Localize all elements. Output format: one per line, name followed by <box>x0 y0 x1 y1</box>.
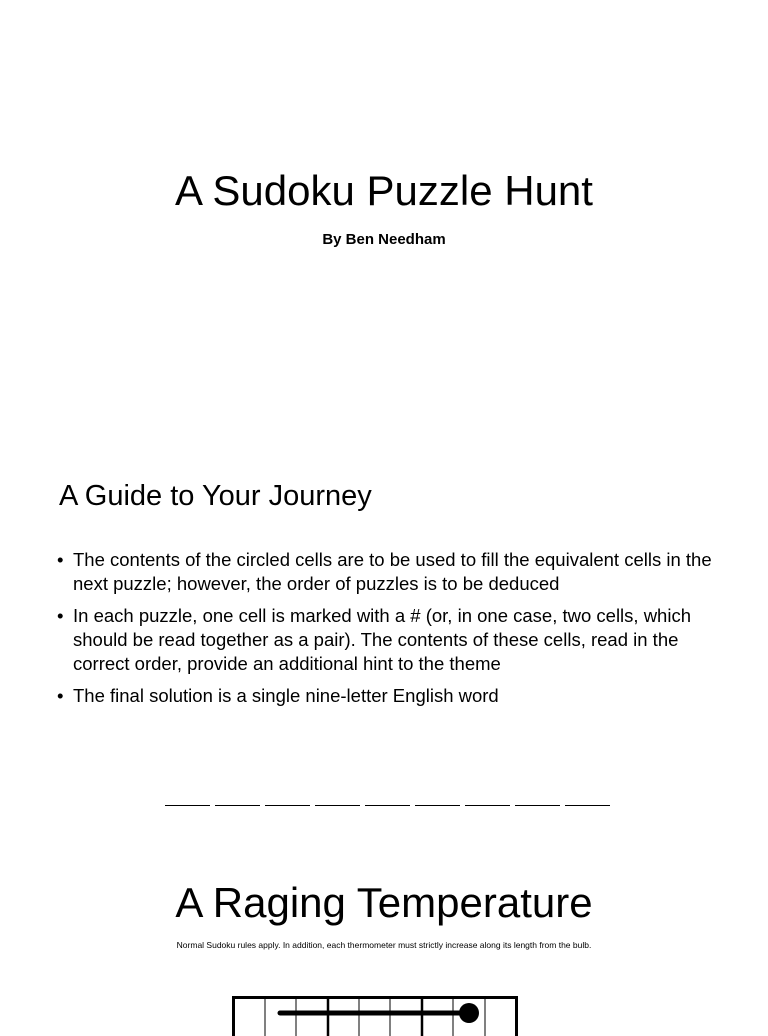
bullet-dot-icon: • <box>57 604 63 628</box>
sudoku-grid <box>232 996 518 1036</box>
bullet-dot-icon: • <box>57 684 63 708</box>
answer-blank <box>215 805 260 806</box>
answer-blank <box>415 805 460 806</box>
guide-bullet <box>57 548 737 596</box>
thermometer-bulb <box>459 1003 479 1023</box>
answer-blank <box>265 805 310 806</box>
puzzle-rules: Normal Sudoku rules apply. In addition, each thermometer must strictly increase along its length from the bulb. <box>0 939 768 951</box>
answer-blank <box>515 805 560 806</box>
guide-bullet-text: The contents of the circled cells are to be used to fill the equivalent cells in the next puzzle; however, the order of puzzles is to be deduced <box>73 549 712 594</box>
answer-blank <box>465 805 510 806</box>
answer-blanks <box>165 795 615 807</box>
guide-bullet <box>57 604 737 676</box>
answer-blank <box>365 805 410 806</box>
guide-bullet <box>57 684 737 708</box>
answer-blank <box>165 805 210 806</box>
puzzle-title: A Raging Temperature <box>0 874 768 932</box>
page-title: A Sudoku Puzzle Hunt <box>0 163 768 219</box>
bullet-dot-icon: • <box>57 548 63 572</box>
author-byline: By Ben Needham <box>0 229 768 251</box>
answer-blank <box>565 805 610 806</box>
guide-bullet-text: In each puzzle, one cell is marked with a # (or, in one case, two cells, which should be read together as a pair). The contents of these cells, read in the correct order, provide an additional hint to the theme <box>73 605 691 674</box>
guide-bullet-text: The final solution is a single nine-letter English word <box>73 685 499 706</box>
answer-blank <box>315 805 360 806</box>
guide-bullet-list <box>57 548 737 716</box>
guide-heading: A Guide to Your Journey <box>59 476 372 516</box>
